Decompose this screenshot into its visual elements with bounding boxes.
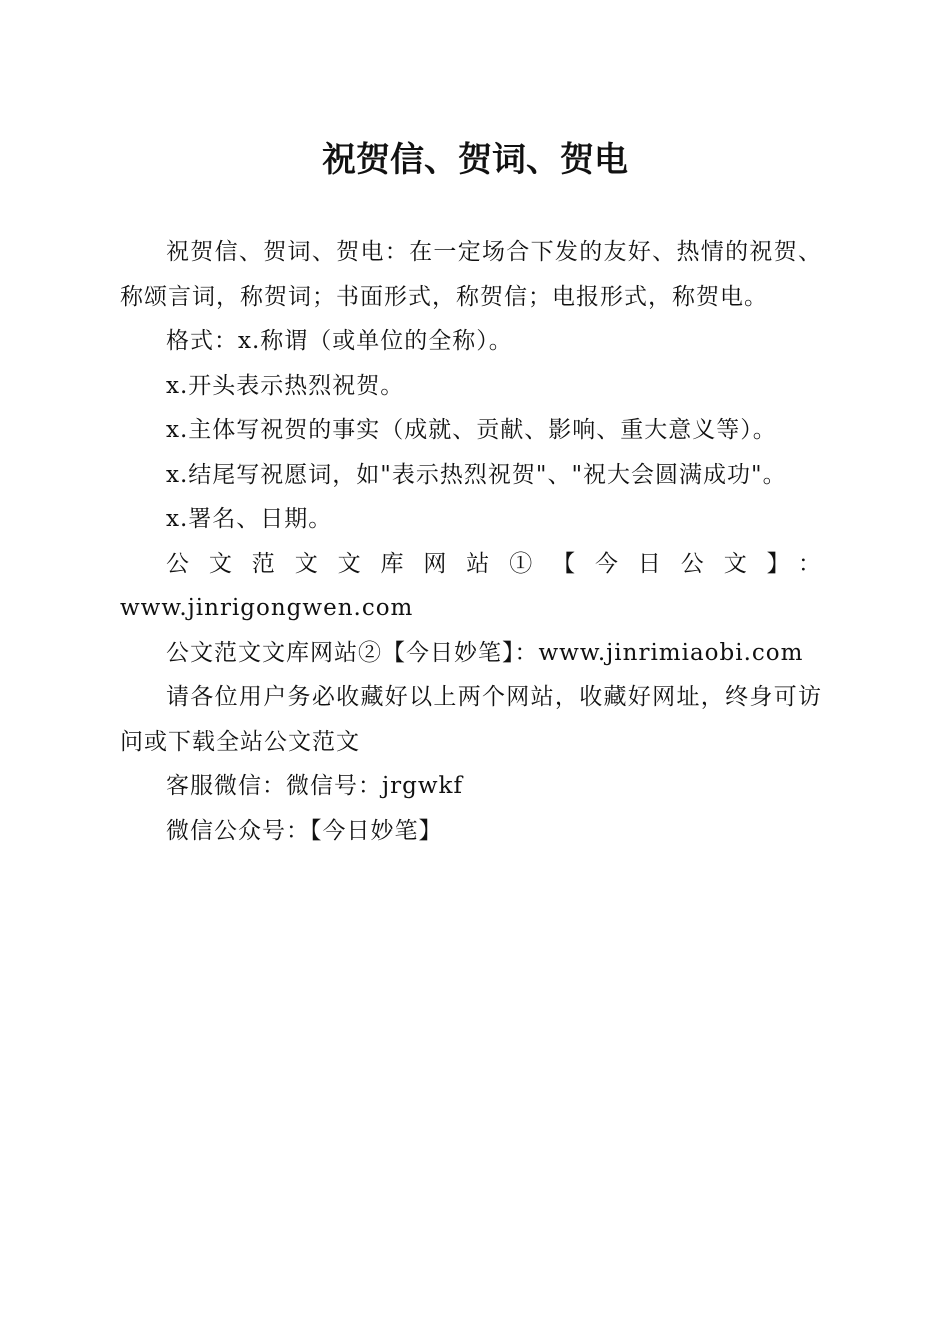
paragraph-signature-date: x.署名、日期。 — [166, 506, 333, 532]
service-wechat: 客服微信：微信号：jrgwkf — [166, 773, 463, 799]
paragraph-main-body: x.主体写祝贺的事实（成就、贡献、影响、重大意义等）。 — [166, 417, 777, 443]
site2-line[interactable]: 公文范文文库网站②【今日妙笔】：www.jinrimiaobi.com — [166, 639, 804, 666]
paragraph-definition: 祝贺信、贺词、贺电：在一定场合下发的友好、热情的祝贺、称颂言词，称贺词；书面形式，称贺信；电报形式，称贺电。 — [120, 239, 822, 310]
document-title: 祝贺信、贺词、贺电 — [322, 140, 628, 180]
site1-block — [120, 542, 822, 631]
paragraph-format: 格式：x.称谓（或单位的全称）。 — [166, 328, 513, 354]
site1-label: 公文范文文库网站①【今日公文】： — [166, 550, 822, 577]
paragraph-opening: x.开头表示热烈祝贺。 — [166, 372, 405, 399]
site1-url[interactable]: www.jinrigongwen.com — [120, 595, 414, 621]
notice-paragraph: 请各位用户务必收藏好以上两个网站，收藏好网址，终身可访问或下载全站公文范文 — [120, 684, 822, 755]
document-body — [120, 230, 822, 853]
official-account: 微信公众号：【今日妙笔】 — [166, 817, 443, 844]
paragraph-ending: x.结尾写祝愿词，如"表示热烈祝贺"、"祝大会圆满成功"。 — [166, 461, 787, 488]
